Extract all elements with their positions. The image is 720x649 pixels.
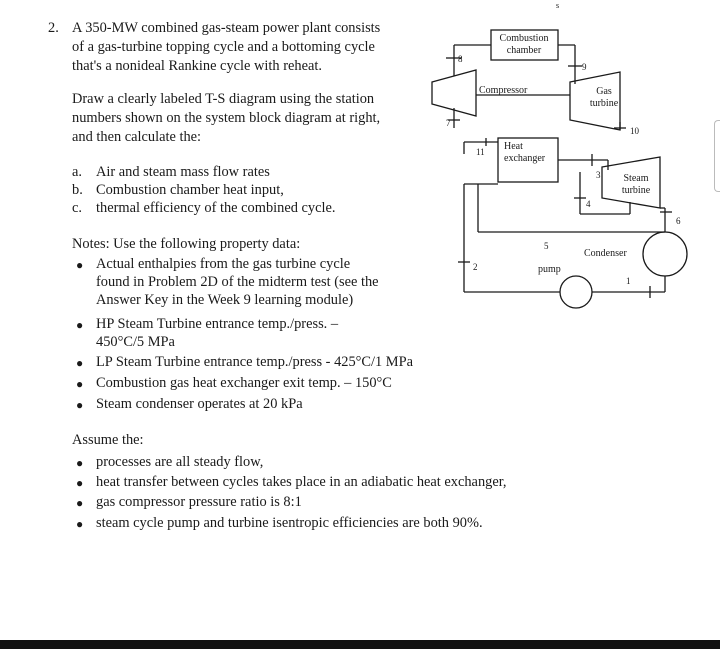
station-6: 6 xyxy=(676,216,681,226)
station-5: 5 xyxy=(544,241,549,251)
steam-turbine-label-1: Steam xyxy=(623,173,649,184)
note-1-line-3: Answer Key in the Week 9 learning module) xyxy=(96,292,354,308)
bullet-icon: ● xyxy=(76,356,84,370)
station-10: 10 xyxy=(630,126,639,136)
heat-exchanger-label-2: exchanger xyxy=(504,153,546,164)
intro-line-1: A 350-MW combined gas-steam power plant consists xyxy=(72,20,381,36)
steam-turbine-label-2: turbine xyxy=(621,185,651,196)
condenser-circle xyxy=(643,232,687,276)
compressor-label: Compressor xyxy=(479,85,528,96)
gas-turbine-label-1: Gas xyxy=(596,86,612,97)
assumption-2: heat transfer between cycles takes place in an adiabatic heat exchanger, xyxy=(96,474,507,490)
intro-line-3: that's a nonideal Rankine cycle with reheat. xyxy=(72,58,322,74)
assume-heading: Assume the: xyxy=(72,432,144,448)
bullet-icon: ● xyxy=(76,377,84,391)
station-3: 3 xyxy=(596,170,601,180)
task-line-3: and then calculate the: xyxy=(72,129,202,145)
bullet-icon: ● xyxy=(76,258,84,272)
station-9: 9 xyxy=(582,62,587,72)
note-1-line-2: found in Problem 2D of the midterm test (see the xyxy=(96,274,379,290)
bullet-icon: ● xyxy=(76,398,84,412)
part-b-letter: b. xyxy=(72,182,83,198)
bullet-icon: ● xyxy=(76,318,84,332)
bullet-icon: ● xyxy=(76,456,84,470)
note-2-line-1: HP Steam Turbine entrance temp./press. – xyxy=(96,316,339,332)
note-5-line-1: Steam condenser operates at 20 kPa xyxy=(96,396,303,412)
pump-circle xyxy=(560,276,592,308)
note-4-line-1: Combustion gas heat exchanger exit temp. – 150°C xyxy=(96,375,392,391)
station-7: 7 xyxy=(446,118,451,128)
station-4: 4 xyxy=(586,199,591,209)
part-c-letter: c. xyxy=(72,200,82,216)
condenser-label: Condenser xyxy=(584,248,627,259)
station-11: 11 xyxy=(476,147,485,157)
bullet-icon: ● xyxy=(76,496,84,510)
assumption-4: steam cycle pump and turbine isentropic efficiencies are both 90%. xyxy=(96,515,483,531)
scrollbar-handle[interactable] xyxy=(714,120,720,192)
bottom-bar xyxy=(0,640,720,649)
assumption-3: gas compressor pressure ratio is 8:1 xyxy=(96,494,302,510)
heat-exchanger-label-1: Heat xyxy=(504,141,523,152)
bullet-icon: ● xyxy=(76,476,84,490)
part-b-text: Combustion chamber heat input, xyxy=(96,182,284,198)
station-2: 2 xyxy=(473,262,478,272)
assumption-1: processes are all steady flow, xyxy=(96,454,264,470)
combustion-chamber-label-1: Combustion xyxy=(499,33,549,44)
part-a-letter: a. xyxy=(72,164,82,180)
bullet-icon: ● xyxy=(76,517,84,531)
problem-number: 2. xyxy=(48,20,59,36)
station-8: 8 xyxy=(458,54,463,64)
task-line-2: numbers shown on the system block diagram at right, xyxy=(72,110,381,126)
station-1: 1 xyxy=(626,276,631,286)
pump-label: pump xyxy=(538,264,561,275)
notes-heading: Notes: Use the following property data: xyxy=(72,236,301,252)
intro-line-2: of a gas-turbine topping cycle and a bottoming cycle xyxy=(72,39,375,55)
gas-turbine-label-2: turbine xyxy=(589,98,619,109)
note-2-line-2: 450°C/5 MPa xyxy=(96,334,175,350)
part-c-text: thermal efficiency of the combined cycle. xyxy=(96,200,336,216)
note-3-line-1: LP Steam Turbine entrance temp./press - 425°C/1 MPa xyxy=(96,354,413,370)
note-1-line-1: Actual enthalpies from the gas turbine cycle xyxy=(96,256,351,272)
combustion-chamber-label-2: chamber xyxy=(506,45,542,56)
corner-mark: s xyxy=(556,1,560,10)
part-a-text: Air and steam mass flow rates xyxy=(96,164,270,180)
task-line-1: Draw a clearly labeled T-S diagram using the station xyxy=(72,91,375,107)
plant-block-diagram xyxy=(420,0,710,310)
